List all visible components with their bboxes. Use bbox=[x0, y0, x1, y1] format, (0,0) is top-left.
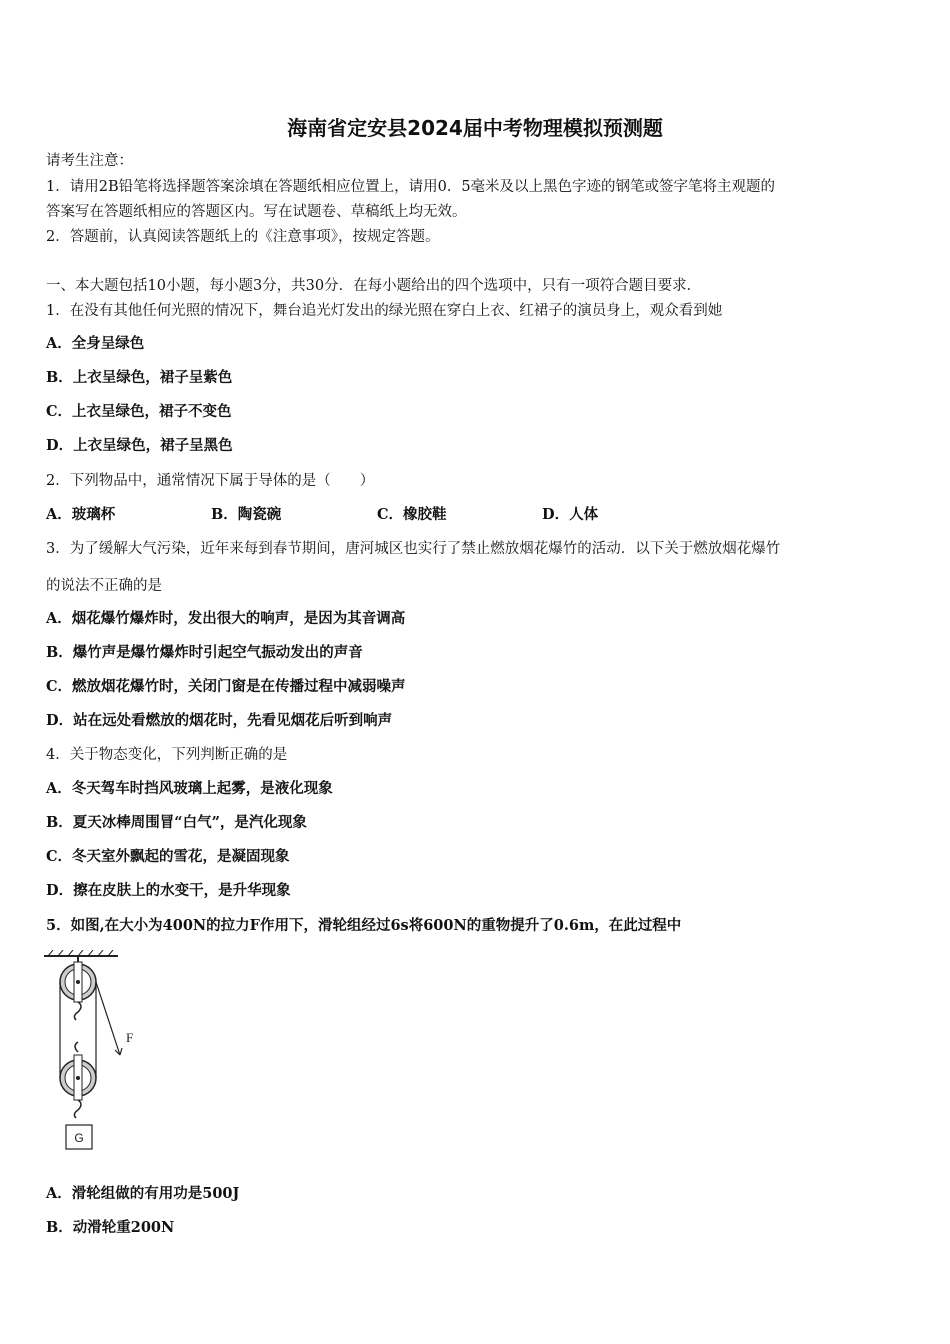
question-4-option-b: B．夏天冰棒周围冒“白气”，是汽化现象 bbox=[46, 814, 307, 831]
question-1-option-d: D．上衣呈绿色，裙子呈黑色 bbox=[46, 437, 233, 454]
question-3-stem-line-2: 的说法不正确的是 bbox=[46, 578, 162, 594]
page-title: 海南省定安县2024届中考物理模拟预测题 bbox=[287, 116, 663, 140]
question-2-stem: 2．下列物品中，通常情况下属于导体的是（ ） bbox=[46, 473, 375, 489]
section-1-instructions: 一、本大题包括10小题，每小题3分，共30分．在每小题给出的四个选项中，只有一项符合题目要求． bbox=[46, 278, 702, 294]
fixed-pulley bbox=[60, 956, 96, 1020]
question-4-option-a: A．冬天驾车时挡风玻璃上起雾，是液化现象 bbox=[46, 780, 333, 797]
question-2-option-c: C．橡胶鞋 bbox=[377, 506, 447, 523]
notice-heading: 请考生注意： bbox=[46, 153, 133, 169]
movable-pulley bbox=[60, 1042, 96, 1118]
question-3-option-c: C．燃放烟花爆竹时，关闭门窗是在传播过程中减弱噪声 bbox=[46, 678, 406, 695]
question-5-option-a: A．滑轮组做的有用功是500J bbox=[46, 1185, 240, 1202]
question-2-option-b: B．陶瓷碗 bbox=[211, 506, 282, 523]
pulley-system-figure bbox=[40, 950, 160, 1155]
question-4-option-c: C．冬天室外飘起的雪花，是凝固现象 bbox=[46, 848, 290, 865]
question-1-option-b: B．上衣呈绿色，裙子呈紫色 bbox=[46, 369, 233, 386]
question-2-option-d: D．人体 bbox=[542, 506, 599, 523]
question-3-option-d: D．站在远处看燃放的烟花时，先看见烟花后听到响声 bbox=[46, 712, 393, 729]
question-1-option-c: C．上衣呈绿色，裙子不变色 bbox=[46, 403, 232, 420]
question-3-option-b: B．爆竹声是爆竹爆炸时引起空气振动发出的声音 bbox=[46, 644, 363, 661]
question-3-stem-line-1: 3．为了缓解大气污染，近年来每到春节期间，唐河城区也实行了禁止燃放烟花爆竹的活动．以下关于燃放烟花爆竹 bbox=[46, 541, 781, 557]
question-2-option-a: A．玻璃杯 bbox=[46, 506, 116, 523]
question-4-stem: 4．关于物态变化，下列判断正确的是 bbox=[46, 747, 288, 763]
question-1-option-a: A．全身呈绿色 bbox=[46, 335, 145, 352]
weight-block bbox=[66, 1125, 92, 1149]
weight-label: G bbox=[74, 1131, 84, 1145]
question-4-option-d: D．擦在皮肤上的水变干，是升华现象 bbox=[46, 882, 291, 899]
question-5-stem: 5．如图,在大小为400N的拉力F作用下，滑轮组经过6s将600N的重物提升了0.6m，在此过程中 bbox=[46, 917, 682, 934]
question-3-option-a: A．烟花爆竹爆炸时，发出很大的响声，是因为其音调高 bbox=[46, 610, 406, 627]
notice-item-2: 2．答题前，认真阅读答题纸上的《注意事项》，按规定答题。 bbox=[46, 229, 440, 245]
force-label: F bbox=[126, 1030, 134, 1045]
notice-item-1-line-2: 答案写在答题纸相应的答题区内。写在试题卷、草稿纸上均无效。 bbox=[46, 204, 467, 220]
question-1-stem: 1．在没有其他任何光照的情况下，舞台追光灯发出的绿光照在穿白上衣、红裙子的演员身上，观众看到她 bbox=[46, 303, 723, 319]
question-5-option-b: B．动滑轮重200N bbox=[46, 1219, 175, 1236]
notice-item-1-line-1: 1．请用2B铅笔将选择题答案涂填在答题纸相应位置上，请用0．5毫米及以上黑色字迹的钢笔或签字笔将主观题的 bbox=[46, 179, 776, 195]
